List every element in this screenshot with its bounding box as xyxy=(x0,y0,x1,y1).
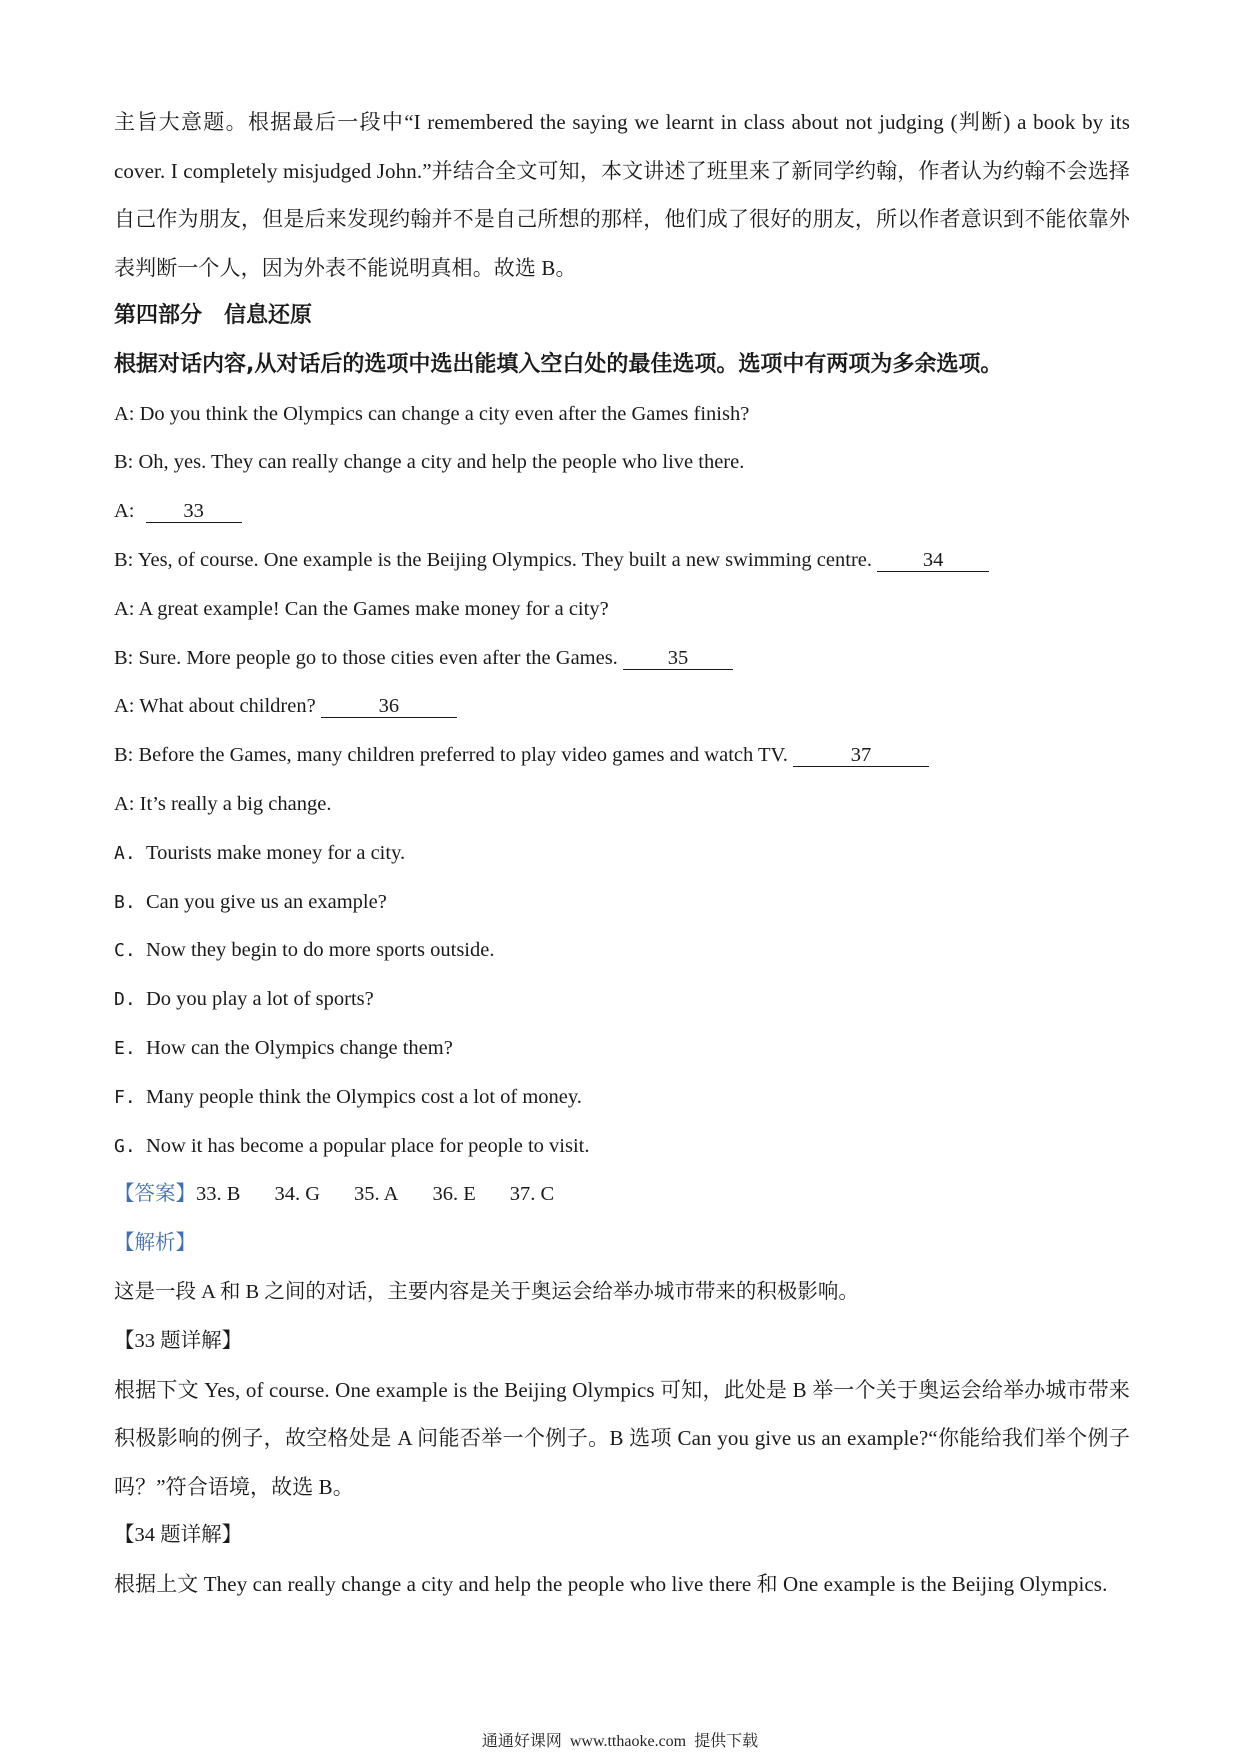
blank-33: 33 xyxy=(146,500,242,523)
answer-item: 36. E xyxy=(432,1183,476,1206)
dialogue-line: B: Oh, yes. They can really change a city and help the people who live there. xyxy=(114,451,745,474)
footer-note: 提供下载 xyxy=(694,1733,759,1750)
analysis-summary: 这是一段 A 和 B 之间的对话，主要内容是关于奥运会给举办城市带来的积极影响。 xyxy=(114,1280,859,1303)
dialogue-line: A: 33 xyxy=(114,487,1130,536)
option-item: A. Tourists make money for a city. xyxy=(114,841,406,864)
q34-title: 【34 题详解】 xyxy=(114,1524,243,1547)
q33-title: 【33 题详解】 xyxy=(114,1329,243,1352)
option-item: D. Do you play a lot of sports? xyxy=(114,988,374,1011)
option-item: G. Now it has become a popular place for people to visit. xyxy=(114,1134,590,1157)
dialogue xyxy=(114,390,1130,829)
section-number: 第四部分 xyxy=(114,303,203,328)
answer-label: 【答案】 xyxy=(114,1183,196,1206)
option-item: F. Many people think the Olympics cost a lot of money. xyxy=(114,1085,582,1108)
section-title: 信息还原 xyxy=(224,303,313,328)
footer-url[interactable]: www.tthaoke.com xyxy=(569,1733,687,1750)
dialogue-line: A: Do you think the Olympics can change a city even after the Games finish? xyxy=(114,402,750,425)
blank-34: 34 xyxy=(877,549,989,572)
dialogue-line: A: What about children? 36 xyxy=(114,682,1130,731)
page-footer xyxy=(0,1728,1240,1751)
option-item: E. How can the Olympics change them? xyxy=(114,1036,453,1059)
answer-item: 34. G xyxy=(274,1183,320,1206)
q33-explanation: 根据下文 Yes, of course. One example is the Beijing Olympics 可知，此处是 B 举一个关于奥运会给举办城市带来积极影响的例子，故空格处是 A 问能否举一个例子。B 选项 Can you give us an example?“你能给我们举个例子吗？”符合语境，故选 B。 xyxy=(114,1377,1130,1499)
blank-37: 37 xyxy=(793,744,929,767)
dialogue-line: B: Sure. More people go to those cities even after the Games. 35 xyxy=(114,634,1130,683)
footer-site-name: 通通好课网 xyxy=(481,1733,562,1750)
intro-paragraph: 主旨大意题。根据最后一段中“I remembered the saying we learnt in class about not judging (判断) a book by its cover. I completely misjudged John.”并结合全文可知，本文讲述了班里来了新同学约翰，作者认为约翰不会选择自己作为朋友，但是后来发现约翰并不是自己所想的那样，他们成了很好的朋友，所以作者意识到不能依靠外表判断一个人，因为外表不能说明真相。故选 B。 xyxy=(114,110,1130,280)
option-item: B. Can you give us an example? xyxy=(114,890,387,913)
dialogue-line: A: A great example! Can the Games make money for a city? xyxy=(114,597,609,620)
dialogue-line: B: Before the Games, many children preferred to play video games and watch TV. 37 xyxy=(114,731,1130,780)
q34-explanation: 根据上文 They can really change a city and help the people who live there 和 One example is the Beijing Olympics. xyxy=(114,1571,1108,1596)
answer-item: 33. B xyxy=(196,1183,241,1206)
analysis-label: 【解析】 xyxy=(114,1232,196,1255)
analysis-label-line xyxy=(114,1219,1130,1268)
section-heading xyxy=(114,292,1130,341)
page-content xyxy=(114,98,1130,1608)
answer-line xyxy=(114,1170,1130,1219)
blank-35: 35 xyxy=(623,647,733,670)
section-instruction: 根据对话内容,从对话后的选项中选出能填入空白处的最佳选项。选项中有两项为多余选项。 xyxy=(114,351,1003,377)
options-list xyxy=(114,829,1130,1171)
option-item: C. Now they begin to do more sports outside. xyxy=(114,939,495,962)
answer-item: 35. A xyxy=(354,1183,399,1206)
dialogue-line: B: Yes, of course. One example is the Beijing Olympics. They built a new swimming centre. 34 xyxy=(114,536,1130,585)
blank-36: 36 xyxy=(321,695,457,718)
dialogue-line: A: It’s really a big change. xyxy=(114,792,332,815)
answer-item: 37. C xyxy=(509,1183,555,1206)
